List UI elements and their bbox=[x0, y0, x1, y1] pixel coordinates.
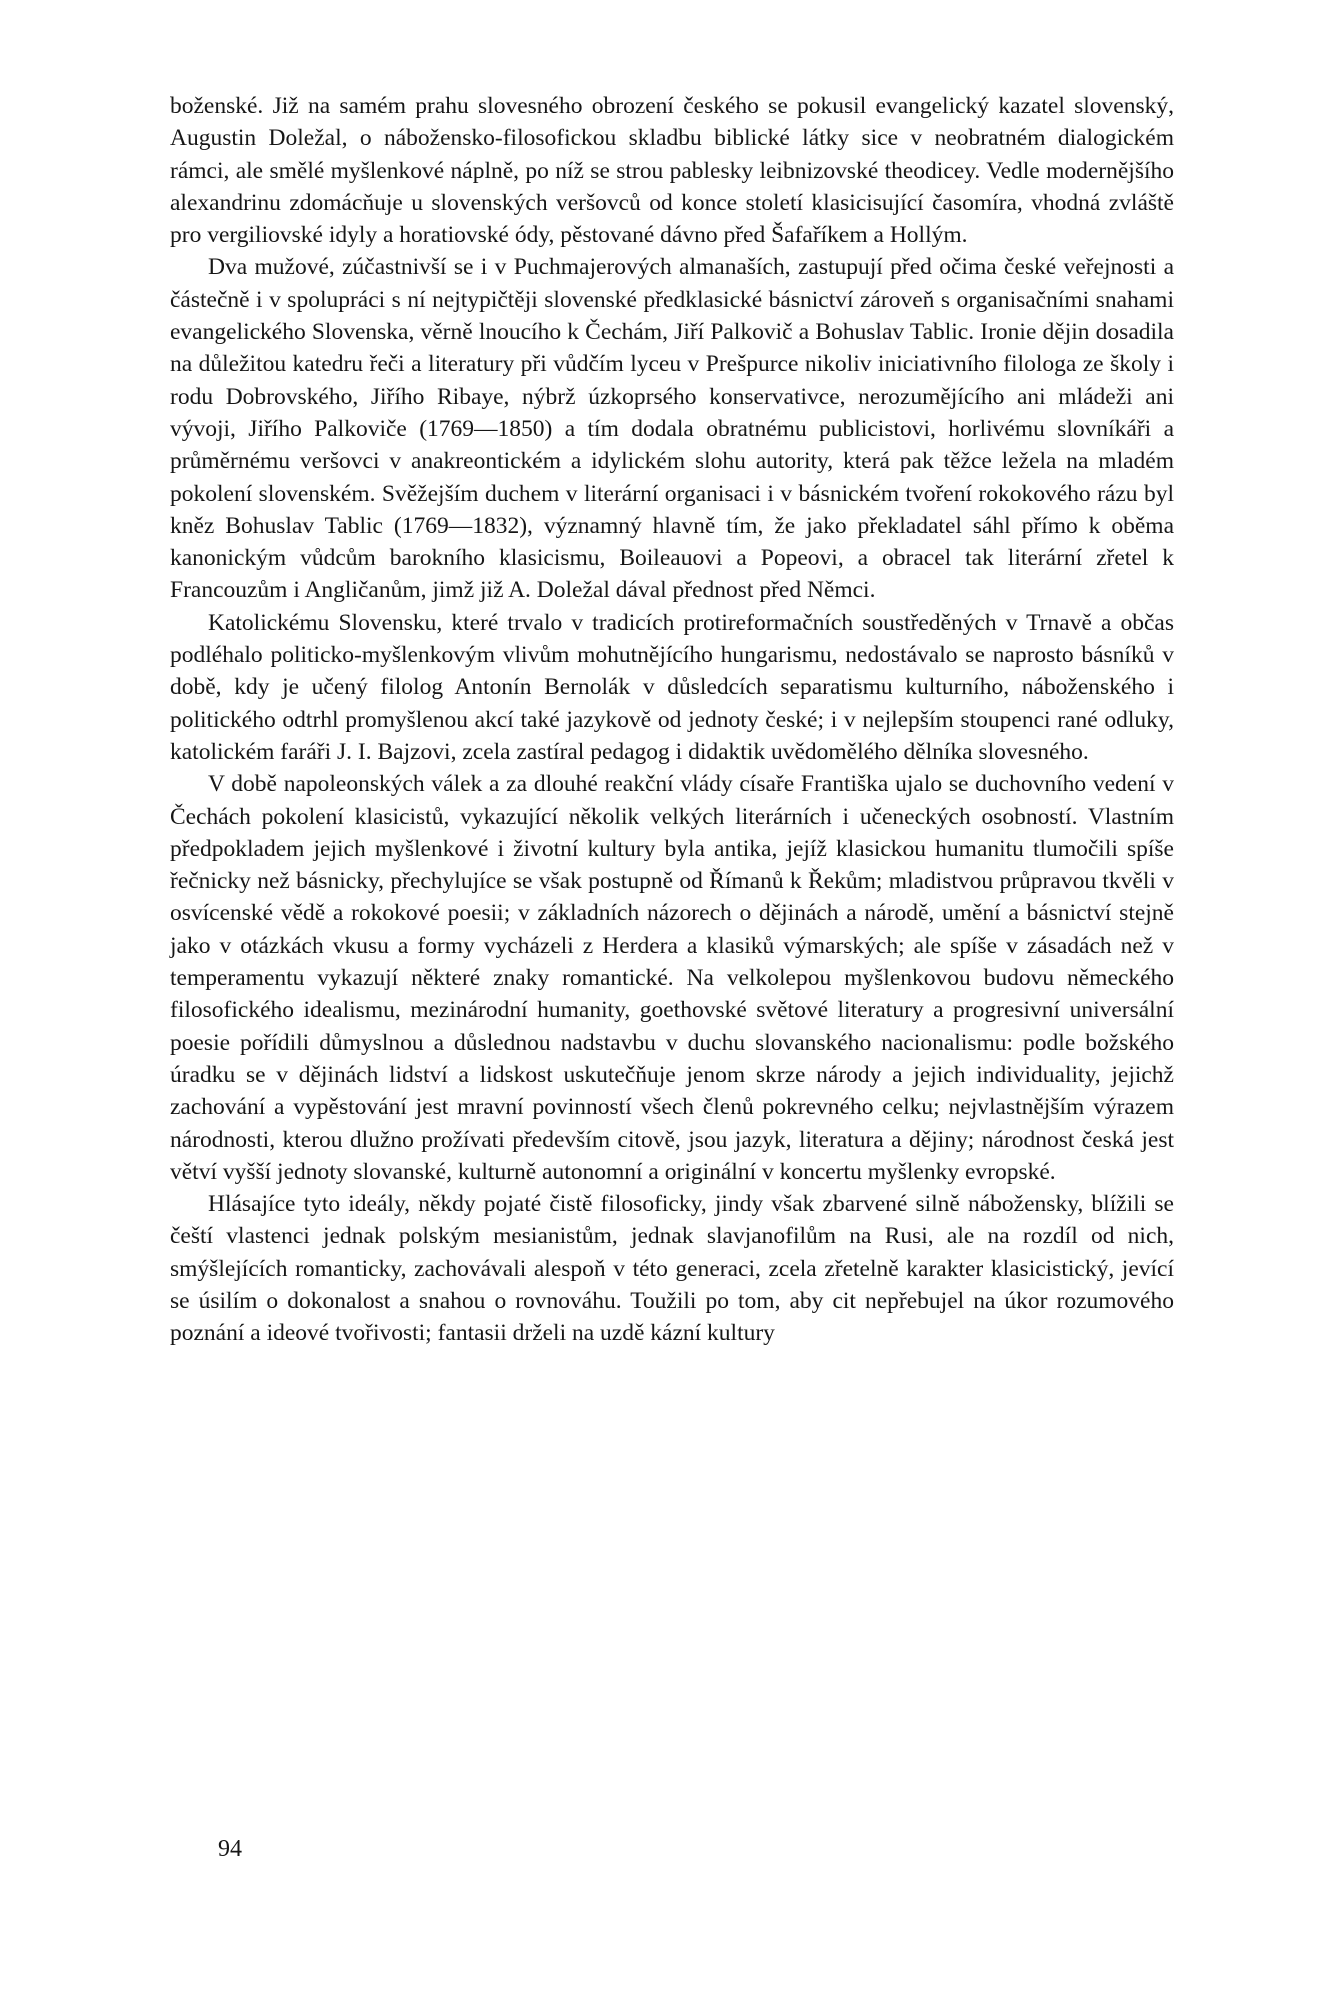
paragraph-catholic-slovakia: Katolickému Slovensku, které trvalo v tradicích protireformačních soustředěných v Trnavě a občas podléhalo politicko-myšlenkovým vlivům mohutnějícího hungarismu, nedostávalo se naprosto básníků v době, kdy je učený filolog Antonín Bernolák v důsledcích separatismu kulturního, náboženského i politického odtrhl promyšlenou akcí také jazykově od jednoty české; i v nejlepším stoupenci rané odluky, katolickém faráři J. I. Bajzovi, zcela zastíral pedagog i didaktik uvědomělého dělníka slovesného. bbox=[170, 609, 1174, 765]
page-number: 94 bbox=[218, 1836, 242, 1862]
body-text bbox=[170, 90, 1174, 1350]
paragraph-palkovic-tablic: Dva mužové, zúčastnivší se i v Puchmajerových almanaších, zastupují před očima české veřejnosti a částečně i v spolupráci s ní nejtypičtěji slovenské předklasické básnictví zároveň s organisačními snahami evangelického Slovenska, věrně lnoucího k Čechám, Jiří Palkovič a Bohuslav Tablic. Ironie dějin dosadila na důležitou katedru řeči a literatury při vůdčím lyceu v Prešpurce nikoliv iniciativního filologa ze školy i rodu Dobrovského, Jiřího Ribaye, nýbrž úzkoprsého konservativce, nerozumějícího ani mládeži ani vývoji, Jiřího Palkoviče (1769—1850) a tím dodala obratnému publicistovi, horlivému slovníkáři a průměrnému veršovci v anakreontickém a idylickém slohu autority, která pak těžce ležela na mladém pokolení slovenském. Svěžejším duchem v literární organisaci i v básnickém tvoření rokokového rázu byl kněz Bohuslav Tablic (1769—1832), významný hlavně tím, že jako překladatel sáhl přímo k oběma kanonickým vůdcům barokního klasicismu, Boileauovi a Popeovi, a obracel tak literární zřetel k Francouzům i Angličanům, jimž již A. Doležal dával přednost před Němci. bbox=[170, 254, 1174, 604]
paragraph-ideals: Hlásajíce tyto ideály, někdy pojaté čistě filosoficky, jindy však zbarvené silně nábožensky, blížili se čeští vlastenci jednak polským mesianistům, jednak slavjanofilům na Rusi, ale na rozdíl od nich, smýšlejících romanticky, zachovávali alespoň v této generaci, zcela zřetelně karakter klasicistický, jevící se úsilím o dokonalost a snahou o rovnováhu. Toužili po tom, aby cit nepřebujel na úkor rozumového poznání a ideové tvořivosti; fantasii drželi na uzdě kázní kultury bbox=[170, 1191, 1174, 1347]
paragraph-napoleonic-wars: V době napoleonských válek a za dlouhé reakční vlády císaře Františka ujalo se duchovního vedení v Čechách pokolení klasicistů, vykazující několik velkých literárních i učeneckých osobností. Vlastním předpokladem jejich myšlenkové i životní kultury byla antika, jejíž klasickou humanitu tlumočili spíše řečnicky než básnicky, přechylujíce se však postupně od Římanů k Řekům; mladistvou průpravou tkvěli v osvícenské vědě a rokokové poesii; v základních názorech o dějinách a národě, umění a básnictví stejně jako v otázkách vkusu a formy vycházeli z Herdera a klasiků výmarských; ale spíše v zásadách než v temperamentu vykazují některé znaky romantické. Na velkolepou myšlenkovou budovu německého filosofického idealismu, mezinárodní humanity, goethovské světové literatury a progresivní universální poesie pořídili důmyslnou a důslednou nadstavbu v duchu slovanského nacionalismu: podle božského úradku se v dějinách lidství a lidskost uskutečňuje jenom skrze národy a jejich individuality, jejichž zachování a vypěstování jest mravní povinností všech členů pokrevného celku; nejvlastnějším výrazem národnosti, kterou dlužno prožívati především citově, jsou jazyk, literatura a dějiny; národnost česká jest větví vyšší jednoty slovanské, kulturně autonomní a originální v koncertu myšlenky evropské. bbox=[170, 771, 1174, 1185]
paragraph-continuation: boženské. Již na samém prahu slovesného obrození českého se pokusil evangelický kazatel slovenský, Augustin Doležal, o nábožensko-filosofickou skladbu biblické látky sice v neobratném dialogickém rámci, ale smělé myšlenkové náplně, po níž se strou pablesky leibnizovské theodicey. Vedle modernějšího alexandrinu zdomácňuje u slovenských veršovců od konce století klasicisující časomíra, vhodná zvláště pro vergiliovské idyly a horatiovské ódy, pěstované dávno před Šafaříkem a Hollým. bbox=[170, 93, 1174, 249]
